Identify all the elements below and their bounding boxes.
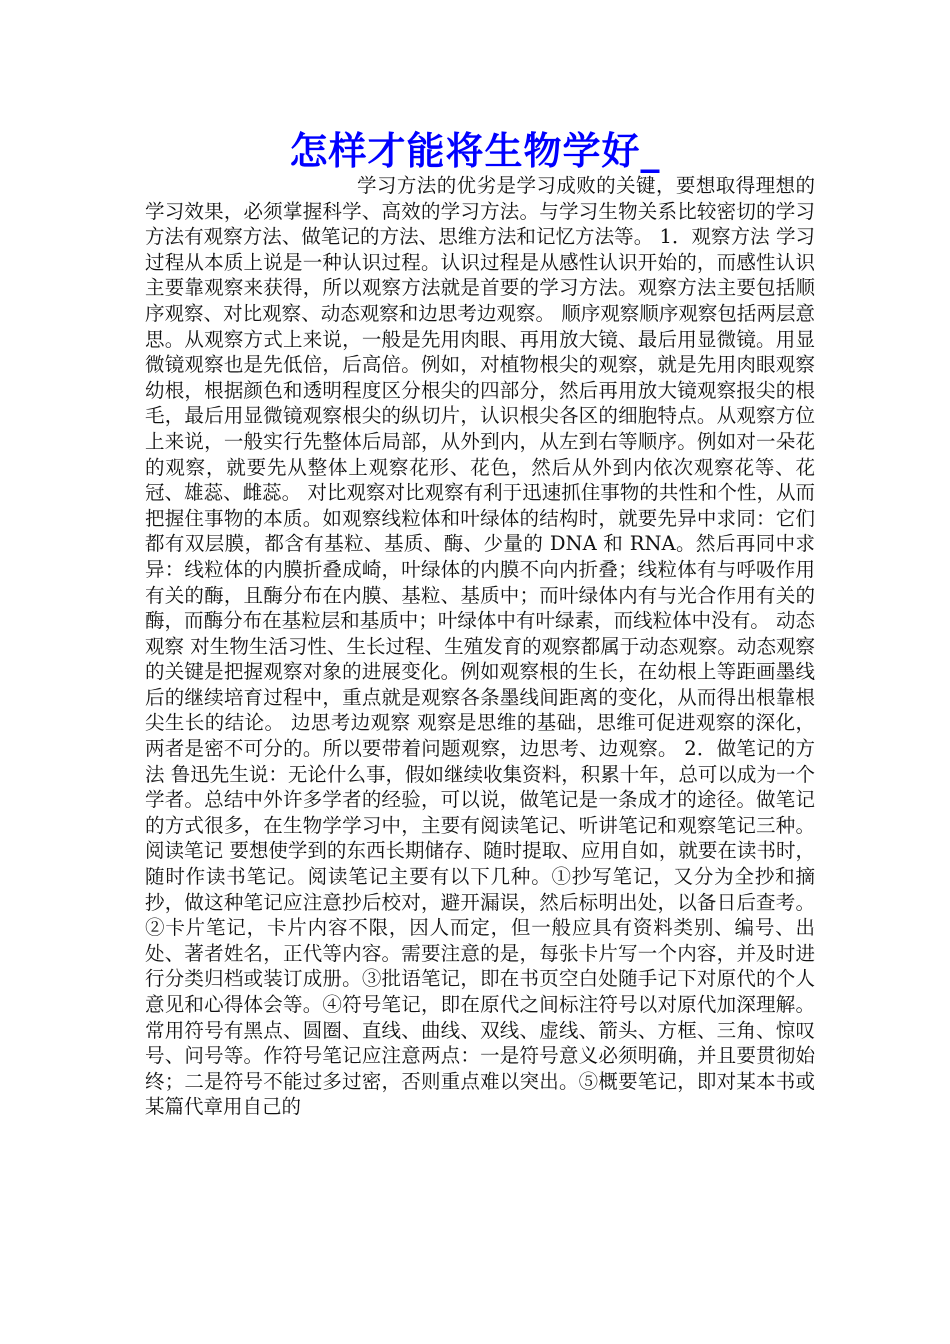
document-body-paragraph: 学习方法的优劣是学习成败的关键，要想取得理想的学习效果，必须掌握科学、高效的学习方法。与学习生物关系比较密切的学习方法有观察方法、做笔记的方法、思维方法和记忆方法等。 1．观察方法 学习过程从本质上说是一种认识过程。认识过程是从感性认识开始的，而感性认识主要靠观察来获得，所以观察方法就是首要的学习方法。观察方法主要包括顺序观察、对比观察、动态观察和边思考边观察。 顺序观察顺序观察包括两层意思。从观察方式上来说，一般是先用肉眼、再用放大镜、最后用显微镜。用显微镜观察也是先低倍，后高倍。例如，对植物根尖的观察，就是先用肉眼观察幼根，根据颜色和透明程度区分根尖的四部分，然后再用放大镜观察报尖的根毛，最后用显微镜观察根尖的纵切片，认识根尖各区的细胞特点。从观察方位上来说，一般实行先整体后局部，从外到内，从左到右等顺序。例如对一朵花的观察，就要先从整体上观察花形、花色，然后从外到内依次观察花等、花冠、雄蕊、雌蕊。 对比观察对比观察有利于迅速抓住事物的共性和个性，从而把握住事物的本质。如观察线粒体和叶绿体的结构时，就要先异中求同：它们都有双层膜，都含有基粒、基质、酶、少量的 DNA 和 RNA。然后再同中求异：线粒体的内膜折叠成崎，叶绿体的内膜不向内折叠；线粒体有与呼吸作用有关的酶，且酶分布在内膜、基粒、基质中；而叶绿体内有与光合作用有关的酶，而酶分布在基粒层和基质中；叶绿体中有叶绿素，而线粒体中没有。 动态观察 对生物生活习性、生长过程、生殖发育的观察都属于动态观察。动态观察的关键是把握观察对象的进展变化。例如观察根的生长，在幼根上等距画墨线后的继续培育过程中，重点就是观察各条墨线间距离的变化，从而得出根靠根尖生长的结论。 边思考边观察 观察是思维的基础，思维可促进观察的深化，两者是密不可分的。所以要带着问题观察，边思考、边观察。 2．做笔记的方法 鲁迅先生说：无论什么事，假如继续收集资料，积累十年，总可以成为一个学者。总结中外许多学者的经验，可以说，做笔记是一条成才的途径。做笔记的方式很多，在生物学学习中，主要有阅读笔记、听讲笔记和观察笔记三种。 阅读笔记 要想使学到的东西长期储存、随时提取、应用自如，就要在读书时，随时作读书笔记。阅读笔记主要有以下几种。①抄写笔记，又分为全抄和摘抄，做这种笔记应注意抄后校对，避开漏误，然后标明出处，以备日后查考。②卡片笔记，卡片内容不限，因人而定，但一般应具有资料类别、编号、出处、著者姓名，正代等内容。需要注意的是，每张卡片写一个内容，并及时进行分类归档或装订成册。③批语笔记，即在书页空白处随手记下对原代的个人意见和心得体会等。④符号笔记，即在原代之间标注符号以对原代加深理解。常用符号有黑点、圆圈、直线、曲线、双线、虚线、箭头、方框、三角、惊叹号、问号等。作符号笔记应注意两点：一是符号意义必须明确，并且要贯彻始终；二是符号不能过多过密，否则重点难以突出。⑤概要笔记，即对某本书或某篇代章用自己的 [145, 174, 815, 1119]
document-title: 怎样才能将生物学好_ [289, 129, 661, 173]
